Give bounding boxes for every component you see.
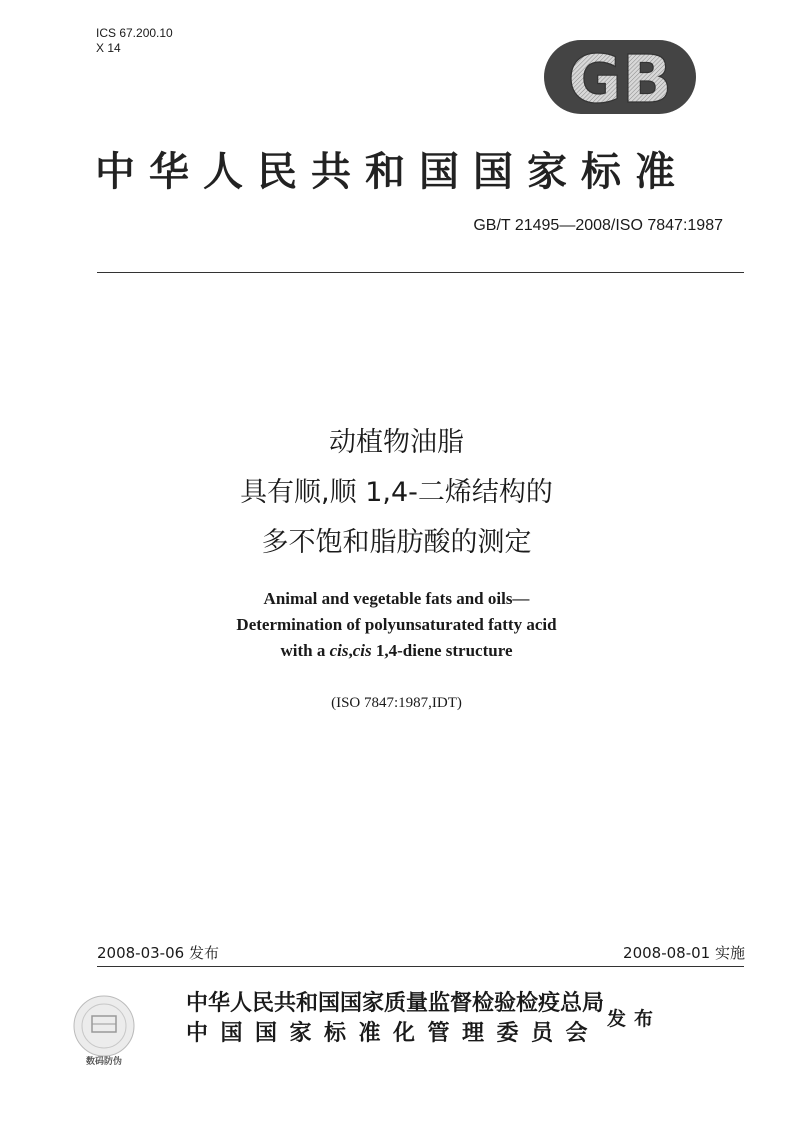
- issue-date: 2008-03-06 发布: [97, 944, 219, 962]
- header-divider: [97, 272, 744, 273]
- authority-sac: 中国国家标准化管理委员会: [186, 1020, 601, 1046]
- chinese-title: [0, 418, 793, 568]
- ics-code: ICS 67.200.10: [96, 26, 173, 40]
- release-label: 发布: [607, 1008, 662, 1030]
- english-title-line-3: with a cis,cis 1,4-diene structure: [280, 641, 513, 660]
- iso-equivalence: (ISO 7847:1987,IDT): [331, 695, 462, 711]
- english-title-line-1: Animal and vegetable fats and oils—: [263, 589, 530, 608]
- implementation-date: 2008-08-01 实施: [623, 944, 745, 962]
- chinese-title-line-1: 动植物油脂: [329, 427, 464, 458]
- classification-codes: [96, 26, 173, 56]
- issuing-authorities: [186, 988, 604, 1048]
- ccs-code: X 14: [96, 41, 121, 55]
- footer-divider: [97, 966, 744, 967]
- english-title-line-2: Determination of polyunsaturated fatty acid: [236, 615, 557, 634]
- standard-number: GB/T 21495—2008/ISO 7847:1987: [473, 217, 723, 234]
- national-standard-title: 中华人民共和国国家标准: [95, 148, 689, 195]
- chinese-title-line-2: 具有顺,顺 1,4-二烯结构的: [240, 477, 553, 508]
- gb-logo-icon: [540, 36, 700, 118]
- chinese-title-line-3: 多不饱和脂肪酸的测定: [261, 527, 532, 558]
- authority-aqsiq: 中华人民共和国国家质量监督检验检疫总局: [186, 990, 605, 1016]
- anti-counterfeit-seal-icon: [64, 990, 144, 1070]
- gb-logo-text: GB: [567, 41, 673, 118]
- english-title: [0, 586, 793, 664]
- seal-text: 数码防伪: [85, 1057, 123, 1067]
